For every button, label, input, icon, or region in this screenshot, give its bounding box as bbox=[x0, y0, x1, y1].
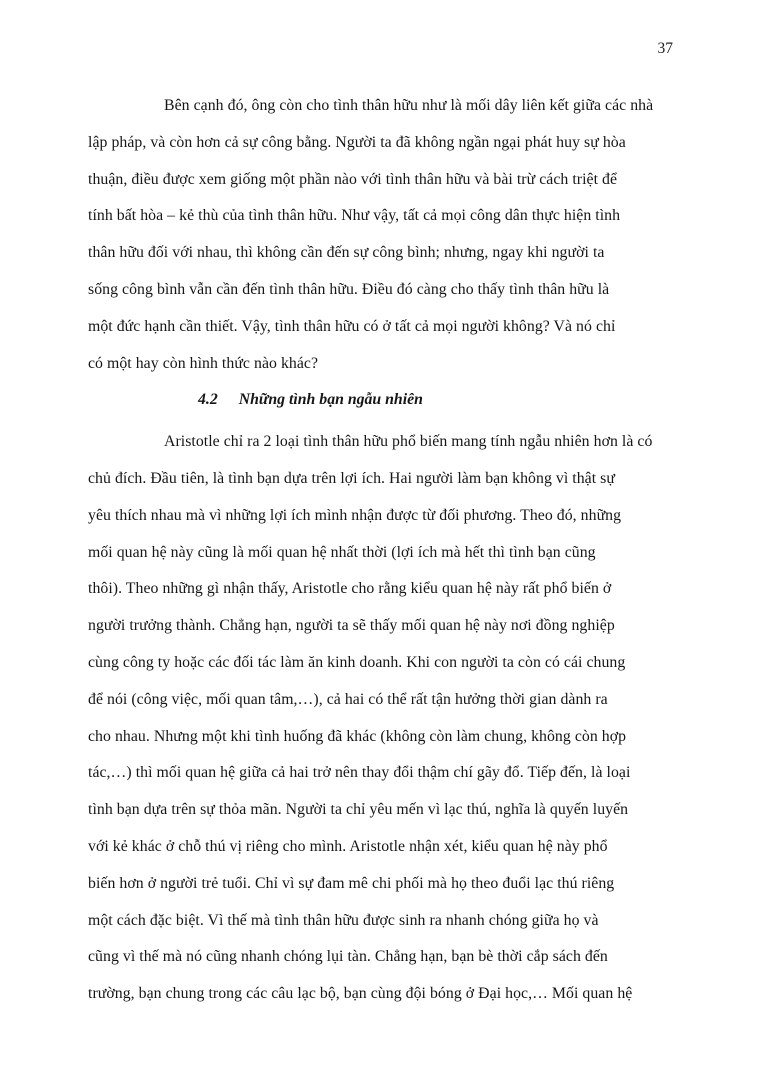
text-line: sống công bình vẫn cần đến tình thân hữu. Điều đó càng cho thấy tình thân hữu là bbox=[88, 280, 610, 298]
text-line: tính bất hòa – kẻ thù của tình thân hữu. Như vậy, tất cả mọi công dân thực hiện tình bbox=[88, 207, 621, 225]
section-heading-4-2 bbox=[88, 382, 660, 419]
text-line: thuận, điều được xem giống một phần nào với tình thân hữu và bài trừ cách triệt để bbox=[88, 170, 618, 188]
text-line: tình bạn dựa trên sự thỏa mãn. Người ta chỉ yêu mến vì lạc thú, nghĩa là quyến luyến bbox=[88, 801, 629, 819]
paragraph-accidental-friendships bbox=[88, 424, 660, 1013]
page-content bbox=[88, 88, 660, 1013]
paragraph-friendship-link bbox=[88, 88, 660, 382]
page-number: 37 bbox=[657, 40, 673, 57]
text-line: mối quan hệ này cũng là mối quan hệ nhất thời (lợi ích mà hết thì tình bạn cũng bbox=[88, 543, 596, 561]
text-line: người trưởng thành. Chẳng hạn, người ta sẽ thấy mối quan hệ này nơi đồng nghiệp bbox=[88, 617, 615, 635]
text-line: một đức hạnh cần thiết. Vậy, tình thân hữu có ở tất cả mọi người không? Và nó chỉ bbox=[88, 317, 616, 335]
text-line: cũng vì thế mà nó cũng nhanh chóng lụi tàn. Chẳng hạn, bạn bè thời cắp sách đến bbox=[88, 948, 608, 966]
text-line: cho nhau. Nhưng một khi tình huống đã khác (không còn làm chung, không còn hợp bbox=[88, 727, 627, 745]
text-line: có một hay còn hình thức nào khác? bbox=[88, 354, 319, 372]
text-line: cùng công ty hoặc các đối tác làm ăn kinh doanh. Khi con người ta còn có cái chung bbox=[88, 653, 626, 671]
text-line: để nói (công việc, mối quan tâm,…), cả hai có thể rất tận hưởng thời gian dành ra bbox=[88, 690, 608, 708]
text-line: chủ đích. Đầu tiên, là tình bạn dựa trên lợi ích. Hai người làm bạn không vì thật sự bbox=[88, 469, 615, 487]
text-line: lập pháp, và còn hơn cả sự công bằng. Người ta đã không ngần ngại phát huy sự hòa bbox=[88, 133, 626, 151]
text-line: một cách đặc biệt. Vì thế mà tình thân hữu được sinh ra nhanh chóng giữa họ và bbox=[88, 911, 599, 929]
heading-number: 4.2 bbox=[198, 391, 218, 409]
text-line: tác,…) thì mối quan hệ giữa cả hai trở nên thay đổi thậm chí gãy đổ. Tiếp đến, là loại bbox=[88, 764, 631, 782]
text-line: trường, bạn chung trong các câu lạc bộ, bạn cùng đội bóng ở Đại học,… Mối quan hệ bbox=[88, 985, 633, 1003]
text-line: biến hơn ở người trẻ tuổi. Chỉ vì sự đam mê chi phối mà họ theo đuổi lạc thú riêng bbox=[88, 874, 615, 892]
text-line: với kẻ khác ở chỗ thú vị riêng cho mình. Aristotle nhận xét, kiểu quan hệ này phổ bbox=[88, 837, 608, 855]
text-line: thân hữu đối với nhau, thì không cần đến sự công bình; nhưng, ngay khi người ta bbox=[88, 244, 605, 262]
text-line: Bên cạnh đó, ông còn cho tình thân hữu như là mối dây liên kết giữa các nhà bbox=[164, 97, 654, 114]
text-line: Aristotle chỉ ra 2 loại tình thân hữu phổ biến mang tính ngẫu nhiên hơn là có bbox=[164, 433, 653, 451]
text-line: yêu thích nhau mà vì những lợi ích mình nhận được từ đối phương. Theo đó, những bbox=[88, 506, 622, 524]
heading-title: Những tình bạn ngẫu nhiên bbox=[238, 391, 423, 409]
text-line: thôi). Theo những gì nhận thấy, Aristotle cho rằng kiểu quan hệ này rất phổ biến ở bbox=[88, 580, 612, 598]
